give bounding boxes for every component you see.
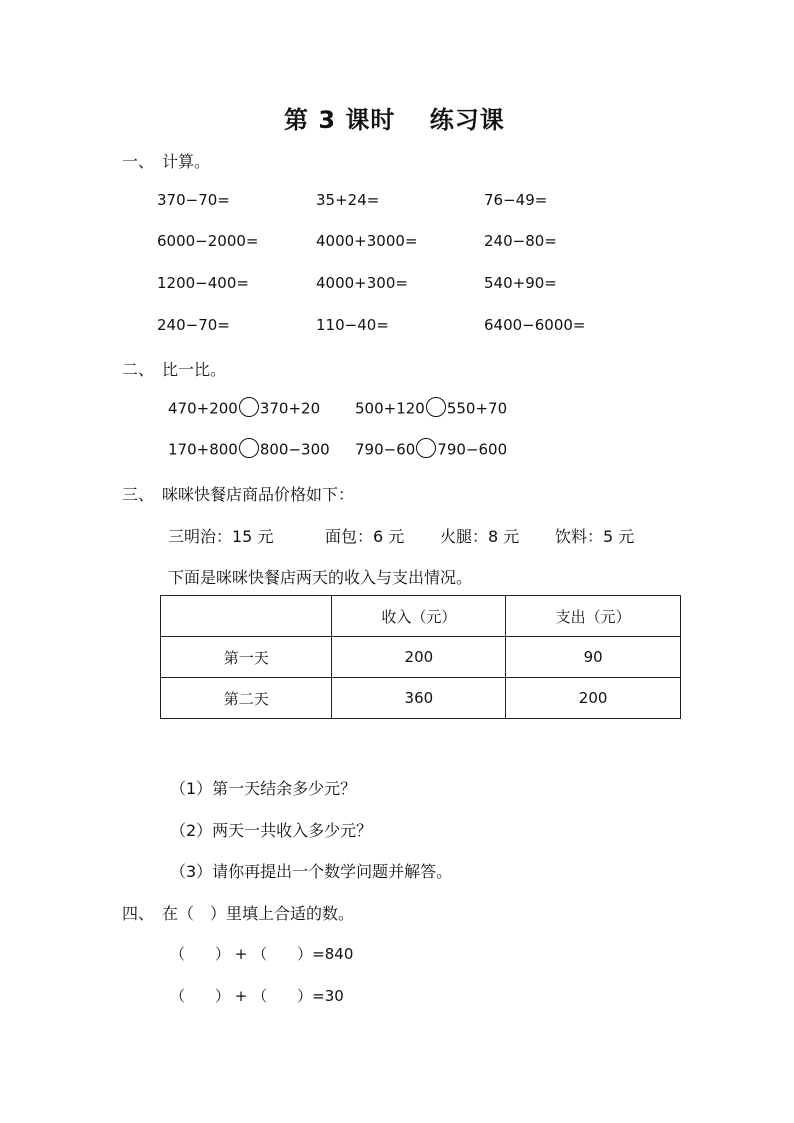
table-header-cell: 收入（元） [332,596,506,637]
table-header-row [161,596,681,637]
table-cell: 200 [506,678,681,719]
table-cell: 第一天 [161,637,332,678]
compare-circle[interactable] [239,397,259,417]
question-item: （3）请你再提出一个数学问题并解答。 [170,862,453,881]
calc-item: 76−49= [484,191,548,209]
question-item: （1）第一天结余多少元？ [170,779,357,798]
table-cell: 90 [506,637,681,678]
calc-item: 240−70= [157,316,230,334]
blank-paren[interactable]: （ ） [170,945,231,963]
table-cell: 200 [332,637,506,678]
blank-paren[interactable]: （ ） [252,987,313,1005]
table-row [161,678,681,719]
calc-item: 4000+3000= [316,232,418,250]
calc-item: 110−40= [316,316,389,334]
table-cell: 第二天 [161,678,332,719]
plus-sign: + [234,945,248,963]
calc-item: 540+90= [484,274,557,292]
section-4-heading: 四、 在（ ）里填上合适的数。 [122,904,355,923]
compare-right: 370+20 [259,399,321,418]
compare-right: 550+70 [446,399,508,418]
calc-item: 6400−6000= [484,316,586,334]
table-intro: 下面是咪咪快餐店两天的收入与支出情况。 [168,568,473,587]
compare-circle[interactable] [239,438,259,458]
calc-item: 370−70= [157,191,230,209]
table-cell: 360 [332,678,506,719]
table-header-cell [161,596,332,637]
compare-circle[interactable] [416,438,436,458]
compare-right: 790−600 [437,440,508,459]
section-3-heading: 三、 咪咪快餐店商品价格如下： [122,485,355,504]
calc-item: 240−80= [484,232,557,250]
blank-paren[interactable]: （ ） [170,987,231,1005]
table-row [161,637,681,678]
calc-item: 35+24= [316,191,380,209]
compare-item [355,399,507,419]
blank-result: =840 [312,945,354,963]
compare-left: 500+120 [355,399,425,418]
section-1-heading: 一、 计算。 [122,152,211,171]
section-2-heading: 二、 比一比。 [122,360,227,379]
fill-blank-line [170,943,353,964]
blank-result: =30 [312,987,344,1005]
calc-item: 1200−400= [157,274,249,292]
price-item: 三明治：15 元 [168,527,274,546]
compare-left: 170+800 [168,440,238,459]
compare-item [168,440,330,460]
compare-left: 470+200 [168,399,238,418]
calc-item: 6000−2000= [157,232,259,250]
income-expense-table [160,595,681,719]
page-title: 第 3 课时 练习课 [284,106,505,134]
compare-item [168,399,320,419]
compare-item [355,440,507,460]
blank-paren[interactable]: （ ） [252,945,313,963]
compare-circle[interactable] [426,397,446,417]
price-item: 火腿：8 元 [440,527,520,546]
price-item: 饮料：5 元 [555,527,635,546]
compare-left: 790−60 [355,440,416,459]
calc-item: 4000+300= [316,274,408,292]
compare-right: 800−300 [259,440,330,459]
question-item: （2）两天一共收入多少元？ [170,821,373,840]
fill-blank-line [170,985,344,1006]
table-header-cell: 支出（元） [506,596,681,637]
plus-sign: + [234,987,248,1005]
price-item: 面包：6 元 [325,527,405,546]
